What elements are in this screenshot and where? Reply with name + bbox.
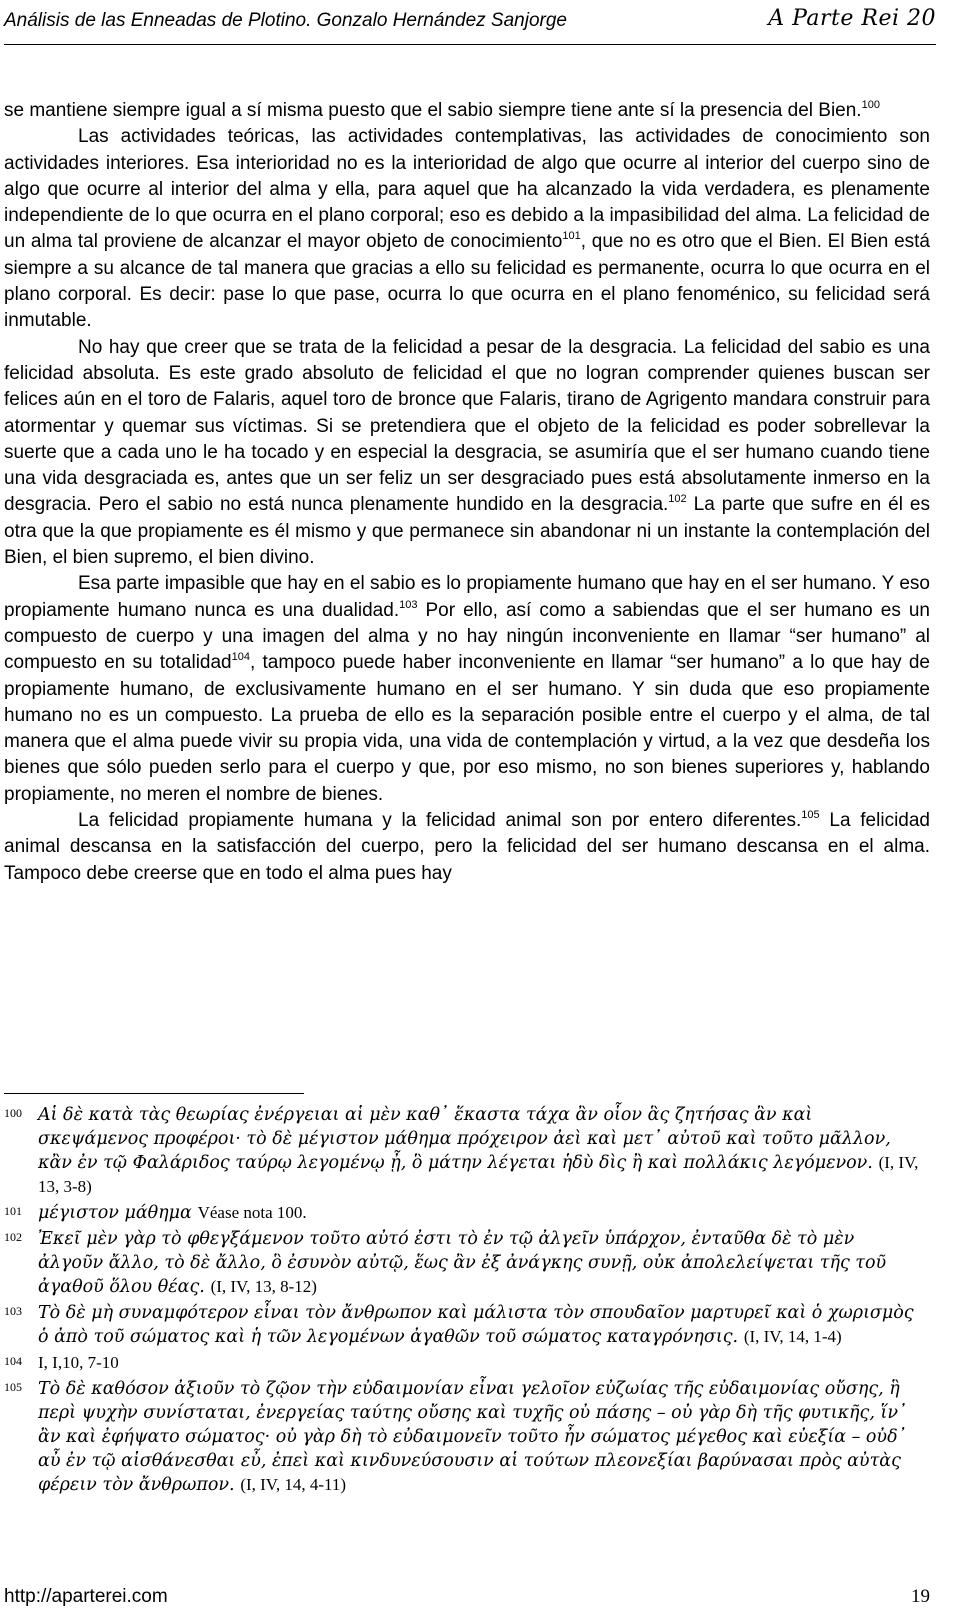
footnote (4, 1301, 924, 1349)
footnote-number: 102 (4, 1230, 22, 1244)
footnote (4, 1351, 924, 1375)
footnote-number: 105 (4, 1380, 22, 1394)
paragraph-text: No hay que creer que se trata de la felicidad a pesar de la desgracia. La felicidad del sabio es una felicidad absoluta. Es este grado absoluto de felicidad el que no logran comprender quienes buscan ser felices aún en el toro de Falaris, aquel toro de bronce que Falaris, tirano de Agrigento mandara construir para atormentar y quemar sus víctimas. Si se pretendiera que el objeto de la felicidad es poder sobrellevar la suerte que a cada uno le ha tocado y en especial la desgracia, se asumiría que el ser humano cuando tiene una vida desgraciada es, antes que un ser feliz un ser desgraciado pues está absolutamente inmerso en la desgracia. Pero el sabio no está nunca plenamente hundido en la desgracia. (4, 336, 930, 516)
footnote-citation: Véase nota 100. (197, 1203, 307, 1222)
paragraph (4, 808, 930, 887)
paragraph-text: La felicidad animal descansa en la satisfacción del cuerpo, pero la felicidad del ser humano descansa en el alma. Tampoco debe creerse que en todo el alma pues hay (4, 810, 930, 884)
page-header (4, 4, 936, 45)
paragraph (4, 124, 930, 334)
paragraph-text: se mantiene siempre igual a sí misma puesto que el sabio siempre tiene ante sí la presencia del Bien. (4, 100, 862, 121)
footnote-number: 103 (4, 1304, 22, 1318)
paragraph-text: La felicidad propiamente humana y la felicidad animal son por entero diferentes. (78, 810, 802, 832)
paragraph-text: Las actividades teóricas, las actividades contemplativas, las actividades de conocimiento son actividades interiores. Esa interioridad no es la interioridad de algo que ocurre al interior del cuerpo sino de algo que ocurre al interior del alma y ella, para aquel que ha alcanzado la vida verdadera, es plenamente independiente de lo que ocurra en el plano corporal; eso es debido a la impasibilidad del alma. La felicidad de un alma tal proviene de alcanzar el mayor objeto de conocimiento (4, 126, 930, 253)
footnote-ref[interactable]: 102 (668, 493, 687, 506)
footnote-greek: μέγιστον μάθημα (38, 1203, 192, 1223)
footnote (4, 1103, 924, 1199)
paragraph-text: , que no es otro que el Bien. El Bien está siempre a su alcance de tal manera que gracias a ello su felicidad es permanente, ocurra lo que ocurra en el plano corporal. Es decir: pase lo que pase, ocurra lo que ocurra en el plano fenoménico, su felicidad será inmutable. (4, 231, 931, 332)
footnote-ref[interactable]: 104 (231, 651, 250, 664)
paragraph (4, 335, 930, 572)
footnotes (4, 1103, 924, 1499)
footnote-citation: (I, IV, 14, 1-4) (743, 1327, 842, 1346)
footnote-number: 104 (4, 1354, 22, 1368)
footnote (4, 1377, 924, 1497)
paragraph-text: Esa parte impasible que hay en el sabio es lo propiamente humano que hay en el ser humano. Y eso propiamente humano nunca es una dualidad. (4, 573, 930, 621)
footnote-citation: (I, IV, 13, 3-8) (38, 1153, 919, 1196)
footnote-number: 100 (4, 1106, 22, 1120)
footnote (4, 1227, 924, 1299)
footnote-citation: (I, IV, 14, 4-11) (240, 1475, 347, 1494)
footnote-greek: Τὸ δὲ καθόσον ἀξιοῦν τὸ ζῷον τὴν εὐδαιμονίαν εἶναι γελοῖον εὐζωίας τῆς εὐδαιμονίας οὔσης, ἣ περὶ ψυχὴν συνίσταται, ἐνεργείας ταύτης οὔσης καὶ τυχῆς οὐ πάσης – οὐ γὰρ δὴ τῆς φυτικῆς, ἵν᾽ ἂν καὶ ἐφήψατο σώματος· οὐ γὰρ δὴ τὸ εὐδαιμονεῖν τοῦτο ἦν σώματος μέγεθος καὶ εὐεξία – οὐδ᾽ αὖ ἐν τῷ αἰσθάνεσθαι εὖ, ἐπεὶ καὶ κινδυνεύσουσιν αἱ τούτων πλεονεξίαι βαρύνασαι πρὸς αὐτὰς φέρειν τὸν ἄνθρωπον. (38, 1379, 907, 1495)
paragraph-text: Por ello, así como a sabiendas que el ser humano es un compuesto de cuerpo y una imagen del alma y no hay ningún inconveniente en llamar “ser humano” al compuesto en su totalidad (4, 599, 930, 674)
paragraph-text: , tampoco puede haber inconveniente en llamar “ser humano” a lo que hay de propiamente humano, de exclusivamente humano en el ser humano. Y sin duda que eso propiamente humano no es un compuesto. La prueba de ello es la separación posible entre el cuerpo y el alma, de tal manera que el alma puede vivir su propia vida, una vida de contemplación y virtud, a la vez que desdeña los bienes que sólo pueden serlo para el cuerpo y que, por eso mismo, no son bienes superiores y, hablando propiamente, no meren el nombre de bienes. (4, 652, 930, 805)
header-brand: A Parte Rei 20 (768, 6, 936, 31)
footnote-ref[interactable]: 105 (801, 809, 820, 822)
footnote-ref[interactable]: 100 (861, 99, 880, 111)
footnote-greek: Αἱ δὲ κατὰ τὰς θεωρίας ἐνέργειαι αἱ μὲν καθ᾽ ἕκαστα τάχα ἂν οἷον ἃς ζητήσας ἂν καὶ σκεψάμενος προφέροι· τὸ δὲ μέγιστον μάθημα πρόχειρον ἀεὶ καὶ μετ᾽ αὐτοῦ καὶ τοῦτο μᾶλλον, κἂν ἐν τῷ Φαλάριδος ταύρῳ λεγομένῳ ᾖ, ὃ μάτην λέγεται ἡδὺ δὶς ἢ καὶ πολλάκις λεγόμενον. (38, 1105, 891, 1173)
footnote-citation: I, I,10, 7-10 (38, 1353, 119, 1372)
footnote-number: 101 (4, 1204, 22, 1218)
paragraph-text: La parte que sufre en él es otra que la que propiamente es él mismo y que permanece sin abandonar ni un instante la contemplación del Bien, el bien supremo, el bien divino. (4, 494, 931, 569)
paragraph (4, 98, 930, 124)
page-number: 19 (911, 1586, 930, 1607)
footnote-greek: Τὸ δὲ μὴ συναμφότερον εἶναι τὸν ἄνθρωπον καὶ μάλιστα τὸν σπουδαῖον μαρτυρεῖ καὶ ὁ χωρισμὸς ὁ ἀπὸ τοῦ σώματος καὶ ἡ τῶν λεγομένων ἀγαθῶν τοῦ σώματος καταγρόνησις. (38, 1303, 914, 1347)
footer-url-link[interactable]: http://aparterei.com (4, 1586, 168, 1607)
footnote-citation: (I, IV, 13, 8-12) (210, 1277, 317, 1296)
body-text (4, 98, 930, 887)
footnote-ref[interactable]: 101 (562, 230, 581, 243)
paragraph (4, 571, 930, 808)
footnote (4, 1201, 924, 1225)
header-title: Análisis de las Enneadas de Plotino. Gonzalo Hernández Sanjorge (4, 10, 567, 31)
footnote-separator (4, 1093, 304, 1094)
footnote-greek: Ἐκεῖ μὲν γὰρ τὸ φθεγξάμενον τοῦτο αὐτό ἐστι τὸ ἐν τῷ ἀλγεῖν ὑπάρχον, ἐνταῦθα δὲ τὸ μὲν ἀλγοῦν ἄλλο, τὸ δὲ ἄλλο, ὃ ἐσυνὸν αὐτῷ, ἕως ἂν ἐξ ἀνάγκης συνῇ, οὐκ ἀπολελείψεται τῆς τοῦ ἀγαθοῦ ὅλου θέας. (38, 1229, 887, 1297)
footnote-ref[interactable]: 103 (399, 598, 418, 611)
